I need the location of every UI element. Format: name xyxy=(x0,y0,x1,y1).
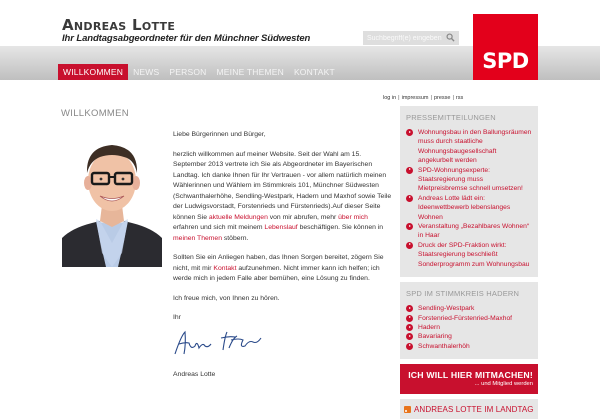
press-release-item[interactable] xyxy=(406,166,532,194)
arrow-bullet-icon xyxy=(406,305,413,312)
paragraph-closing: Ich freue mich, von Ihnen zu hören. xyxy=(173,294,280,302)
search-box xyxy=(363,31,459,45)
link-kontakt[interactable]: Kontakt xyxy=(213,264,237,272)
nav-item-kontakt[interactable]: KONTAKT xyxy=(293,67,335,77)
nav-item-person[interactable]: PERSON xyxy=(169,67,207,77)
paragraph-intro xyxy=(173,150,393,245)
login-link[interactable]: log in xyxy=(383,95,397,101)
search-input[interactable] xyxy=(367,31,443,45)
author-name: Andreas Lotte xyxy=(173,371,216,378)
link-aktuelle-meldungen[interactable]: aktuelle Meldungen xyxy=(208,213,268,221)
join-banner[interactable] xyxy=(400,364,538,394)
arrow-bullet-icon xyxy=(406,167,413,174)
link-meinen-themen[interactable]: meinen Themen xyxy=(173,234,222,242)
press-release-item[interactable] xyxy=(406,128,532,166)
district-item[interactable] xyxy=(406,332,532,341)
nav-item-meine-themen[interactable]: MEINE THEMEN xyxy=(216,67,284,77)
arrow-bullet-icon xyxy=(406,223,413,230)
arrow-bullet-icon xyxy=(406,195,413,202)
press-release-item[interactable] xyxy=(406,222,532,241)
portrait-image xyxy=(62,133,162,267)
link-ueber-mich[interactable]: über mich xyxy=(338,213,368,221)
meta-links xyxy=(383,95,463,101)
site-subtitle: Ihr Landtagsabgeordneter für den Münchner Südwesten xyxy=(62,33,311,44)
search-icon[interactable] xyxy=(446,33,455,42)
paragraph-contact xyxy=(173,253,393,285)
rss-feed-title: ANDREAS LOTTE IM LANDTAG xyxy=(414,404,534,414)
arrow-bullet-icon xyxy=(406,315,413,322)
arrow-bullet-icon xyxy=(406,324,413,331)
press-release-label: Veranstaltung „Bezahlbares Wohnen“ in Haar xyxy=(418,223,530,240)
text: erfahren und sich mit meinem xyxy=(173,224,265,231)
press-releases-box xyxy=(400,106,538,277)
join-banner-headline: ICH WILL HIER MITMACHEN! xyxy=(408,370,533,381)
press-release-label: Wohnungsbau in den Ballungsräumen muss durch staatliche Wohnungsbaugesellschaft angekurbelt werden xyxy=(418,129,532,165)
text: stöbern. xyxy=(222,234,249,242)
press-release-item[interactable] xyxy=(406,241,532,269)
press-release-label: Druck der SPD-Fraktion wirkt: Staatsregierung beschließt Sonderprogramm zum Wohnungsbau xyxy=(418,241,530,268)
district-box xyxy=(400,282,538,359)
site-title[interactable]: Andreas Lotte xyxy=(62,16,176,34)
nav-item-willkommen[interactable]: WILLKOMMEN xyxy=(58,64,128,80)
rss-link[interactable]: rss xyxy=(455,95,464,101)
press-releases-list xyxy=(406,128,532,269)
arrow-bullet-icon xyxy=(406,343,413,350)
sidebar xyxy=(400,106,538,419)
press-release-label: Andreas Lotte lädt ein: Ideenwettbewerb lebenslanges Wohnen xyxy=(418,194,511,221)
spd-logo[interactable]: SPD xyxy=(473,14,538,80)
district-item[interactable] xyxy=(406,314,532,323)
district-label: Bavariaring xyxy=(418,333,452,341)
district-label: Forstenried-Fürstenried-Maxhof xyxy=(418,314,513,322)
page-title: WILLKOMMEN xyxy=(61,108,129,119)
impressum-link[interactable]: impressum xyxy=(401,95,429,101)
presse-link[interactable]: presse xyxy=(433,95,451,101)
rss-feed-box[interactable] xyxy=(400,399,538,419)
text: aufzunehmen. Nicht immer kann ich helfen; ich werde mich in jedem Falle aber bemühen, eine Lösung zu finden. xyxy=(173,264,380,282)
district-label: Sendling-Westpark xyxy=(418,305,475,313)
rss-icon xyxy=(404,406,411,413)
district-label: Hadern xyxy=(418,323,440,331)
district-title: SPD IM STIMMKREIS HADERN xyxy=(406,289,520,299)
welcome-text xyxy=(173,130,393,390)
portrait-photo xyxy=(62,133,162,267)
main-nav xyxy=(58,64,340,80)
press-releases-title: PRESSEMITTEILUNGEN xyxy=(406,113,496,122)
press-release-item[interactable] xyxy=(406,194,532,222)
text: beschäftigen. Sie können in xyxy=(297,224,384,231)
text: Sollten Sie ein Anliegen haben, das Ihnen Sorgen bereitet, zögern Sie nicht, mit mir xyxy=(173,254,384,272)
greeting: Liebe Bürgerinnen und Bürger, xyxy=(173,131,266,138)
signature-image xyxy=(173,328,263,358)
closing-ihr: Ihr xyxy=(173,314,181,321)
separator: | xyxy=(430,95,432,101)
text: herzlich willkommen auf meiner Website. Seit der Wahl am 15. September 2013 vertrete ich Sie als Abgeordneter im Bayerischen Landtag. Ich danke Ihnen für Ihr Vertrauen - vor allem natürlich meinen Wählerinnen und Wählern im Stimmkreis 101, Münchner Südwesten (Schwanthalerhöhe, Sendling-Westpark, Hadern und Maxhof sowie Teile der Ludwigsvorstadt, Forstenrieds und Fürstenrieds).Auf dieser Seite können Sie xyxy=(173,150,392,221)
link-lebenslauf[interactable]: Lebenslauf xyxy=(264,224,298,231)
separator: | xyxy=(452,95,454,101)
separator: | xyxy=(398,95,400,101)
text: von mir abrufen, mehr xyxy=(267,213,339,221)
press-release-label: SPD-Wohnungsexperte: Staatsregierung muss Mietpreisbremse schnell umsetzen! xyxy=(418,166,523,193)
district-item[interactable] xyxy=(406,304,532,313)
arrow-bullet-icon xyxy=(406,242,413,249)
arrow-bullet-icon xyxy=(406,333,413,340)
nav-item-news[interactable]: NEWS xyxy=(133,67,160,77)
district-item[interactable] xyxy=(406,342,532,351)
district-list xyxy=(406,304,532,351)
join-banner-subline: ... und Mitglied werden xyxy=(474,381,533,388)
district-label: Schwanthalerhöh xyxy=(418,342,470,350)
district-item[interactable] xyxy=(406,323,532,332)
arrow-bullet-icon xyxy=(406,129,413,136)
